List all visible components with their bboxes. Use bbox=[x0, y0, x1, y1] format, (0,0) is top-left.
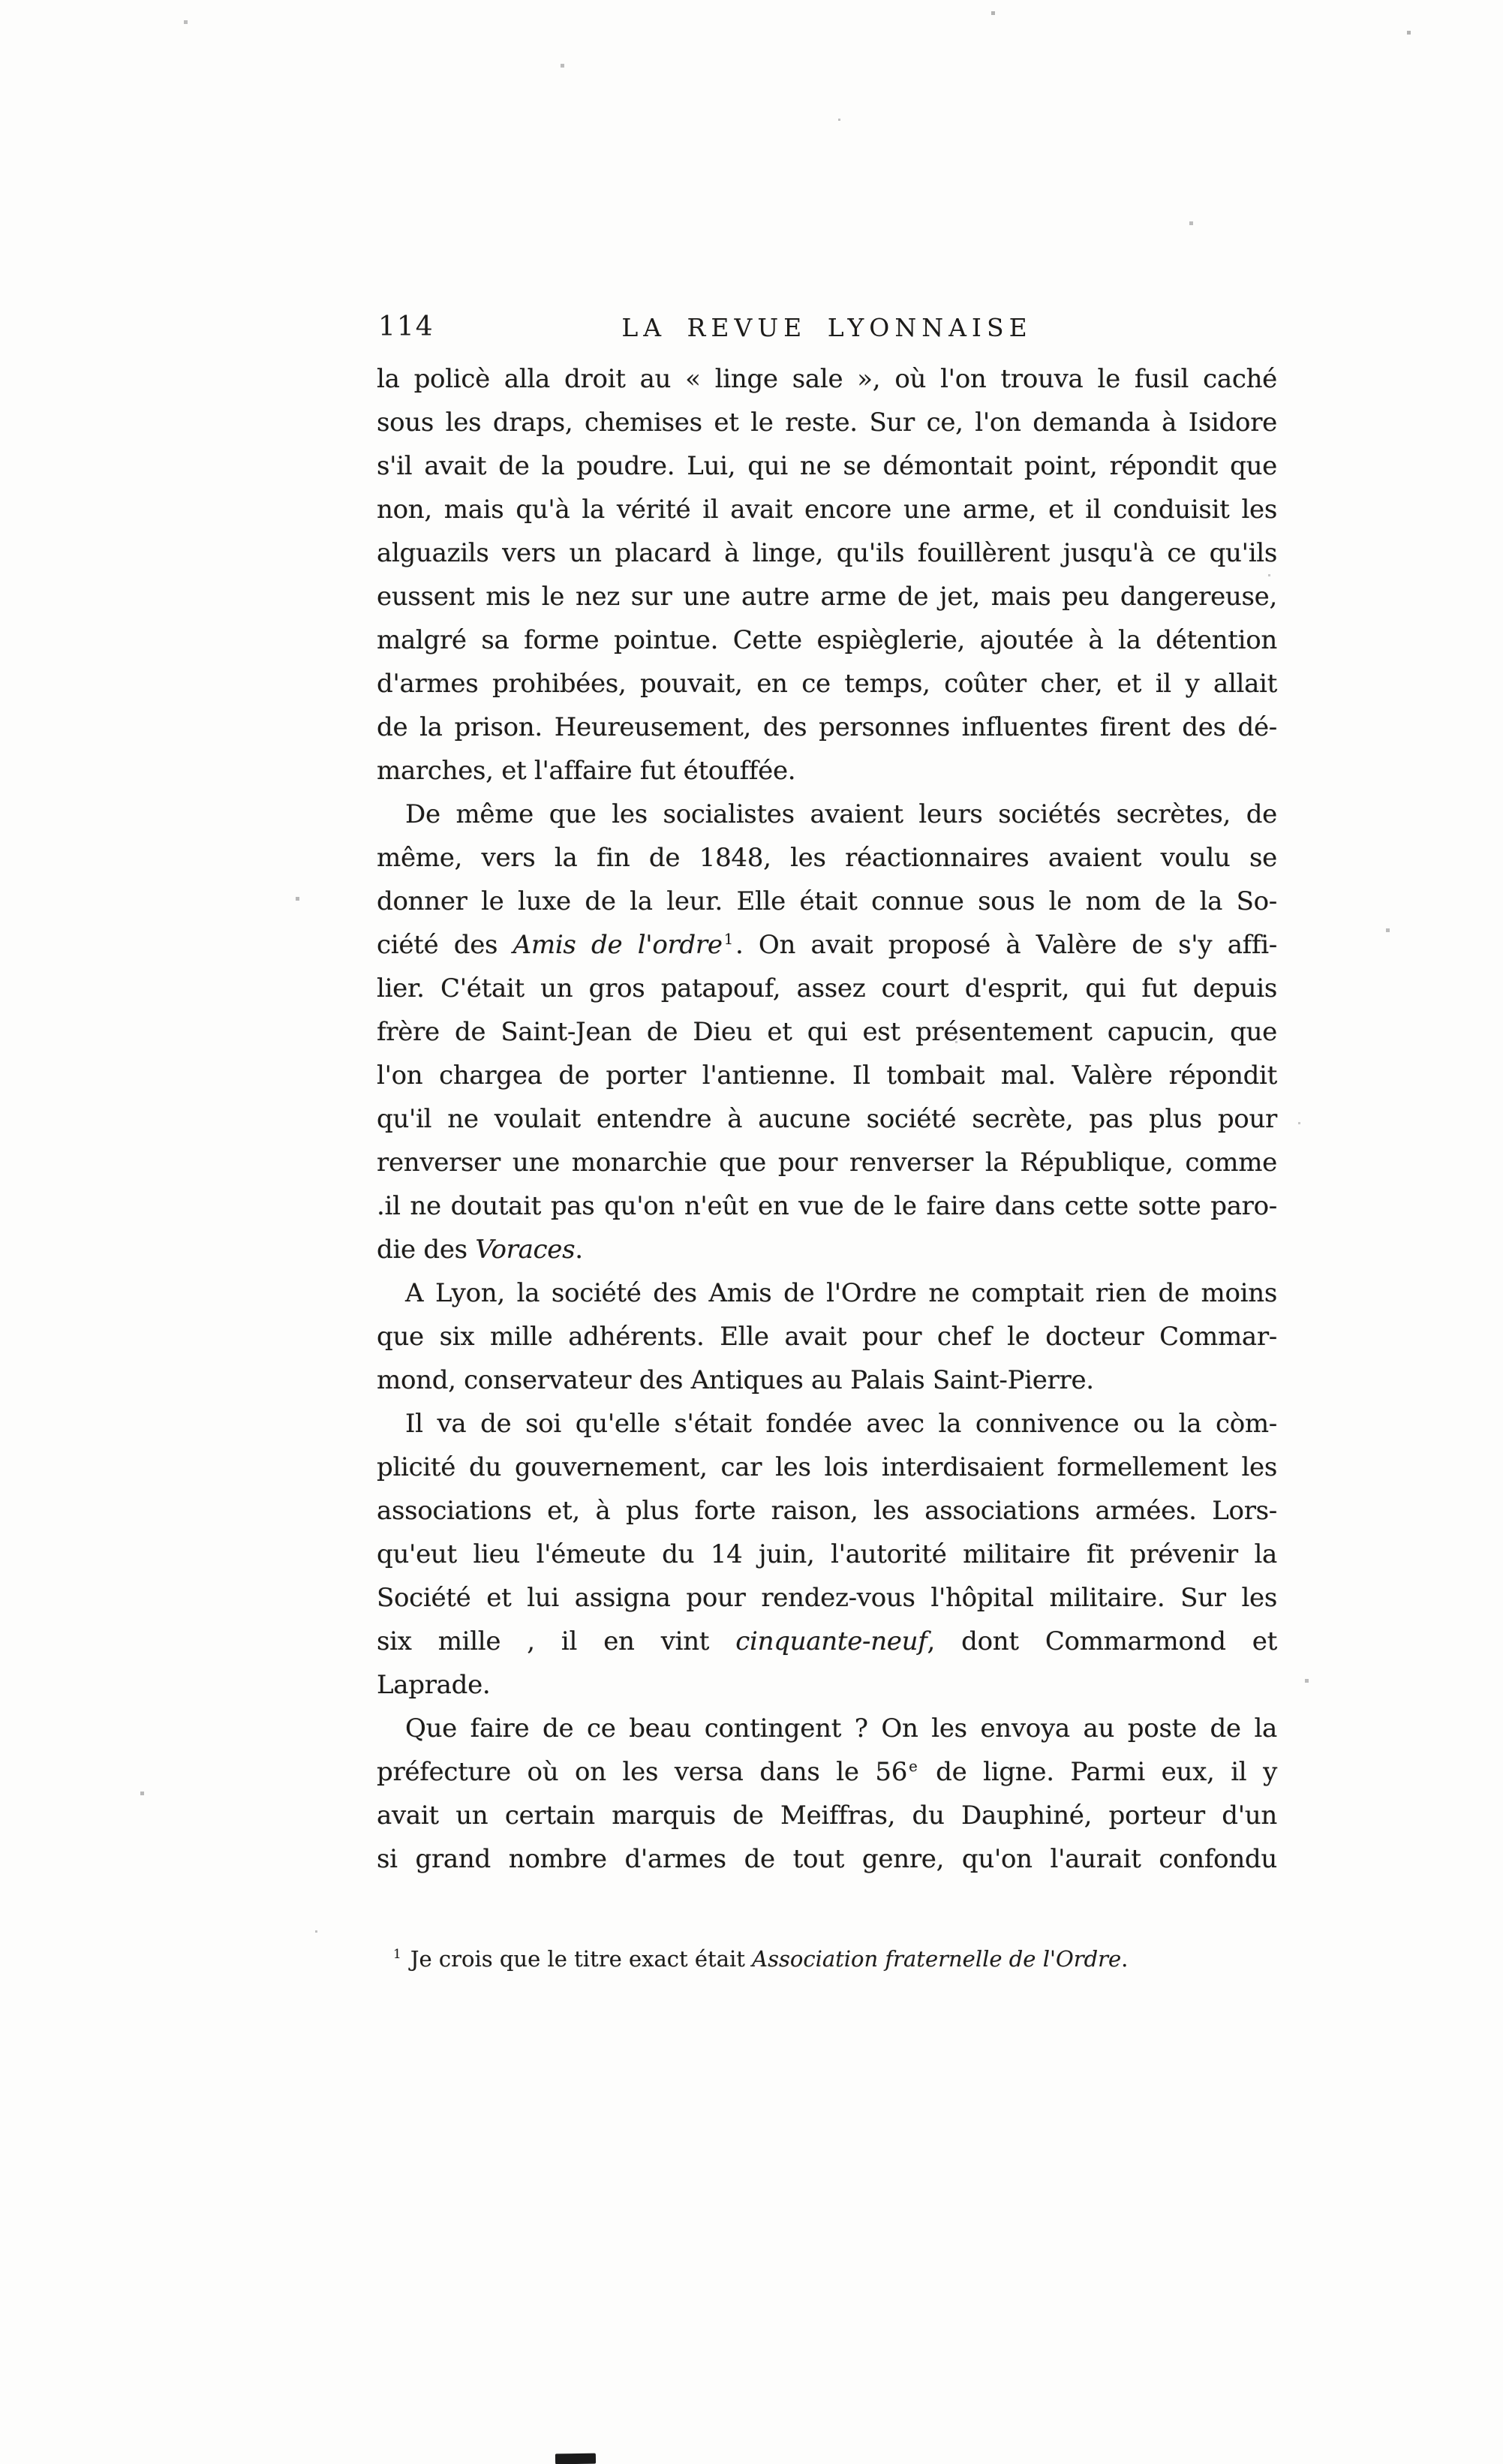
text-line bbox=[377, 1402, 1277, 1446]
text-line bbox=[377, 1794, 1277, 1837]
text-line bbox=[377, 1097, 1277, 1141]
text-run: frère de Saint-Jean de Dieu et qui est présentement capucin, que bbox=[377, 1017, 1277, 1047]
text-line bbox=[377, 357, 1277, 401]
text-line bbox=[377, 880, 1277, 923]
text-run: mond, conservateur des Antiques au Palais Saint-Pierre. bbox=[377, 1365, 1094, 1395]
footnote-ref: 1 bbox=[723, 930, 733, 948]
paragraph bbox=[377, 1402, 1277, 1707]
text-run: sous les draps, chemises et le reste. Sur ce, l'on demanda à Isidore bbox=[377, 408, 1277, 438]
text-run: Laprade. bbox=[377, 1670, 491, 1700]
text-run: . On avait proposé à Valère de s'y affi- bbox=[735, 930, 1277, 960]
paragraph bbox=[377, 1707, 1277, 1881]
text-run: die des bbox=[377, 1235, 476, 1265]
footnote-ref: e bbox=[909, 1757, 918, 1775]
text-line bbox=[377, 1054, 1277, 1097]
text-run: . bbox=[575, 1235, 583, 1265]
text-line bbox=[377, 1620, 1277, 1663]
text-line bbox=[377, 1533, 1277, 1576]
text-line bbox=[377, 1228, 1277, 1271]
text-line bbox=[377, 1663, 1277, 1707]
text-run: si grand nombre d'armes de tout genre, qu'on l'aurait confondu bbox=[377, 1844, 1277, 1874]
text-line bbox=[377, 1576, 1277, 1620]
text-block bbox=[377, 357, 1277, 1881]
text-run: renverser une monarchie que pour renverser la République, comme bbox=[377, 1148, 1277, 1178]
text-run: Voraces bbox=[475, 1235, 576, 1265]
page-number: 114 bbox=[378, 311, 434, 342]
text-run: lier. C'était un gros patapouf, assez court d'esprit, qui fut depuis bbox=[377, 973, 1277, 1003]
text-run: qu'eut lieu l'émeute du 14 juin, l'autorité militaire fit prévenir la bbox=[377, 1539, 1277, 1569]
text-line bbox=[377, 793, 1277, 836]
text-line bbox=[377, 1837, 1277, 1881]
footnote bbox=[377, 1942, 1277, 1975]
text-run: Amis de l'ordre bbox=[513, 930, 723, 960]
text-run: Société et lui assigna pour rendez-vous l'hôpital militaire. Sur les bbox=[377, 1583, 1277, 1613]
text-line bbox=[377, 1141, 1277, 1184]
text-line bbox=[377, 749, 1277, 793]
text-line bbox=[377, 1750, 1277, 1794]
text-run: de la prison. Heureusement, des personnes influentes firent des dé- bbox=[377, 712, 1277, 742]
text-run: s'il avait de la poudre. Lui, qui ne se démontait point, répondit que bbox=[377, 451, 1277, 481]
footnote-ref: 1 bbox=[393, 1946, 401, 1962]
text-run: marches, et l'affaire fut étouffée. bbox=[377, 756, 796, 786]
text-line bbox=[377, 618, 1277, 662]
text-run: Association fraternelle de l'Ordre bbox=[752, 1946, 1122, 1972]
text-run: , dont Commarmond et bbox=[927, 1626, 1277, 1656]
text-line bbox=[377, 531, 1277, 575]
text-line bbox=[377, 444, 1277, 488]
text-run: que six mille adhérents. Elle avait pour chef le docteur Commar- bbox=[377, 1322, 1277, 1352]
text-line bbox=[377, 1010, 1277, 1054]
text-run: Que faire de ce beau contingent ? On les envoya au poste de la bbox=[405, 1713, 1277, 1743]
text-line bbox=[377, 706, 1277, 749]
text-run: même, vers la fin de 1848, les réactionnaires avaient voulu se bbox=[377, 843, 1277, 873]
text-line bbox=[377, 1489, 1277, 1533]
text-line bbox=[377, 923, 1277, 967]
text-line bbox=[377, 488, 1277, 531]
text-run: qu'il ne voulait entendre à aucune société secrète, pas plus pour bbox=[377, 1104, 1277, 1134]
text-run: Il va de soi qu'elle s'était fondée avec la connivence ou la còm- bbox=[405, 1409, 1277, 1439]
paragraph bbox=[377, 1271, 1277, 1402]
text-run: A Lyon, la société des Amis de l'Ordre ne comptait rien de moins bbox=[405, 1278, 1277, 1308]
text-run: avait un certain marquis de Meiffras, du Dauphiné, porteur d'un bbox=[377, 1801, 1277, 1831]
text-run: . bbox=[1121, 1946, 1129, 1972]
text-line bbox=[377, 1942, 1277, 1975]
text-run: cinquante-neuf bbox=[735, 1626, 927, 1656]
text-run: alguazils vers un placard à linge, qu'ils fouillèrent jusqu'à ce qu'ils bbox=[377, 538, 1277, 568]
text-run: donner le luxe de la leur. Elle était connue sous le nom de la So- bbox=[377, 886, 1277, 916]
text-run: malgré sa forme pointue. Cette espièglerie, ajoutée à la détention bbox=[377, 625, 1277, 655]
text-line bbox=[377, 1315, 1277, 1358]
text-run: plicité du gouvernement, car les lois interdisaient formellement les bbox=[377, 1452, 1277, 1482]
text-run: la policè alla droit au « linge sale », où l'on trouva le fusil caché bbox=[377, 364, 1277, 394]
text-run: d'armes prohibées, pouvait, en ce temps, coûter cher, et il y allait bbox=[377, 669, 1277, 699]
text-run: six mille , il en vint bbox=[377, 1626, 736, 1656]
text-line bbox=[377, 967, 1277, 1010]
text-line bbox=[377, 575, 1277, 618]
text-line bbox=[377, 1184, 1277, 1228]
text-line bbox=[377, 836, 1277, 880]
text-line bbox=[377, 1707, 1277, 1750]
text-run: eussent mis le nez sur une autre arme de jet, mais peu dangereuse, bbox=[377, 582, 1277, 612]
text-line bbox=[377, 1271, 1277, 1315]
text-run: de ligne. Parmi eux, il y bbox=[919, 1757, 1277, 1787]
text-line bbox=[377, 1446, 1277, 1489]
text-line bbox=[377, 662, 1277, 706]
text-run: non, mais qu'à la vérité il avait encore une arme, et il conduisit les bbox=[377, 495, 1277, 525]
running-header bbox=[377, 310, 1277, 343]
running-title: LA REVUE LYONNAISE bbox=[621, 313, 1033, 342]
text-run: Je crois que le titre exact était bbox=[403, 1946, 753, 1972]
paragraph bbox=[377, 793, 1277, 1271]
text-run: De même que les socialistes avaient leurs sociétés secrètes, de bbox=[405, 799, 1277, 829]
scan-smudge bbox=[555, 2453, 596, 2464]
paragraph bbox=[377, 357, 1277, 793]
text-run: associations et, à plus forte raison, les associations armées. Lors- bbox=[377, 1496, 1277, 1526]
text-run: préfecture où on les versa dans le 56 bbox=[377, 1757, 908, 1787]
text-run: .il ne doutait pas qu'on n'eût en vue de le faire dans cette sotte paro- bbox=[377, 1191, 1277, 1221]
text-line bbox=[377, 1358, 1277, 1402]
text-run: ciété des bbox=[377, 930, 513, 960]
scan-specks bbox=[0, 0, 2, 2]
text-run: l'on chargea de porter l'antienne. Il tombait mal. Valère répondit bbox=[377, 1061, 1277, 1091]
text-line bbox=[377, 401, 1277, 444]
